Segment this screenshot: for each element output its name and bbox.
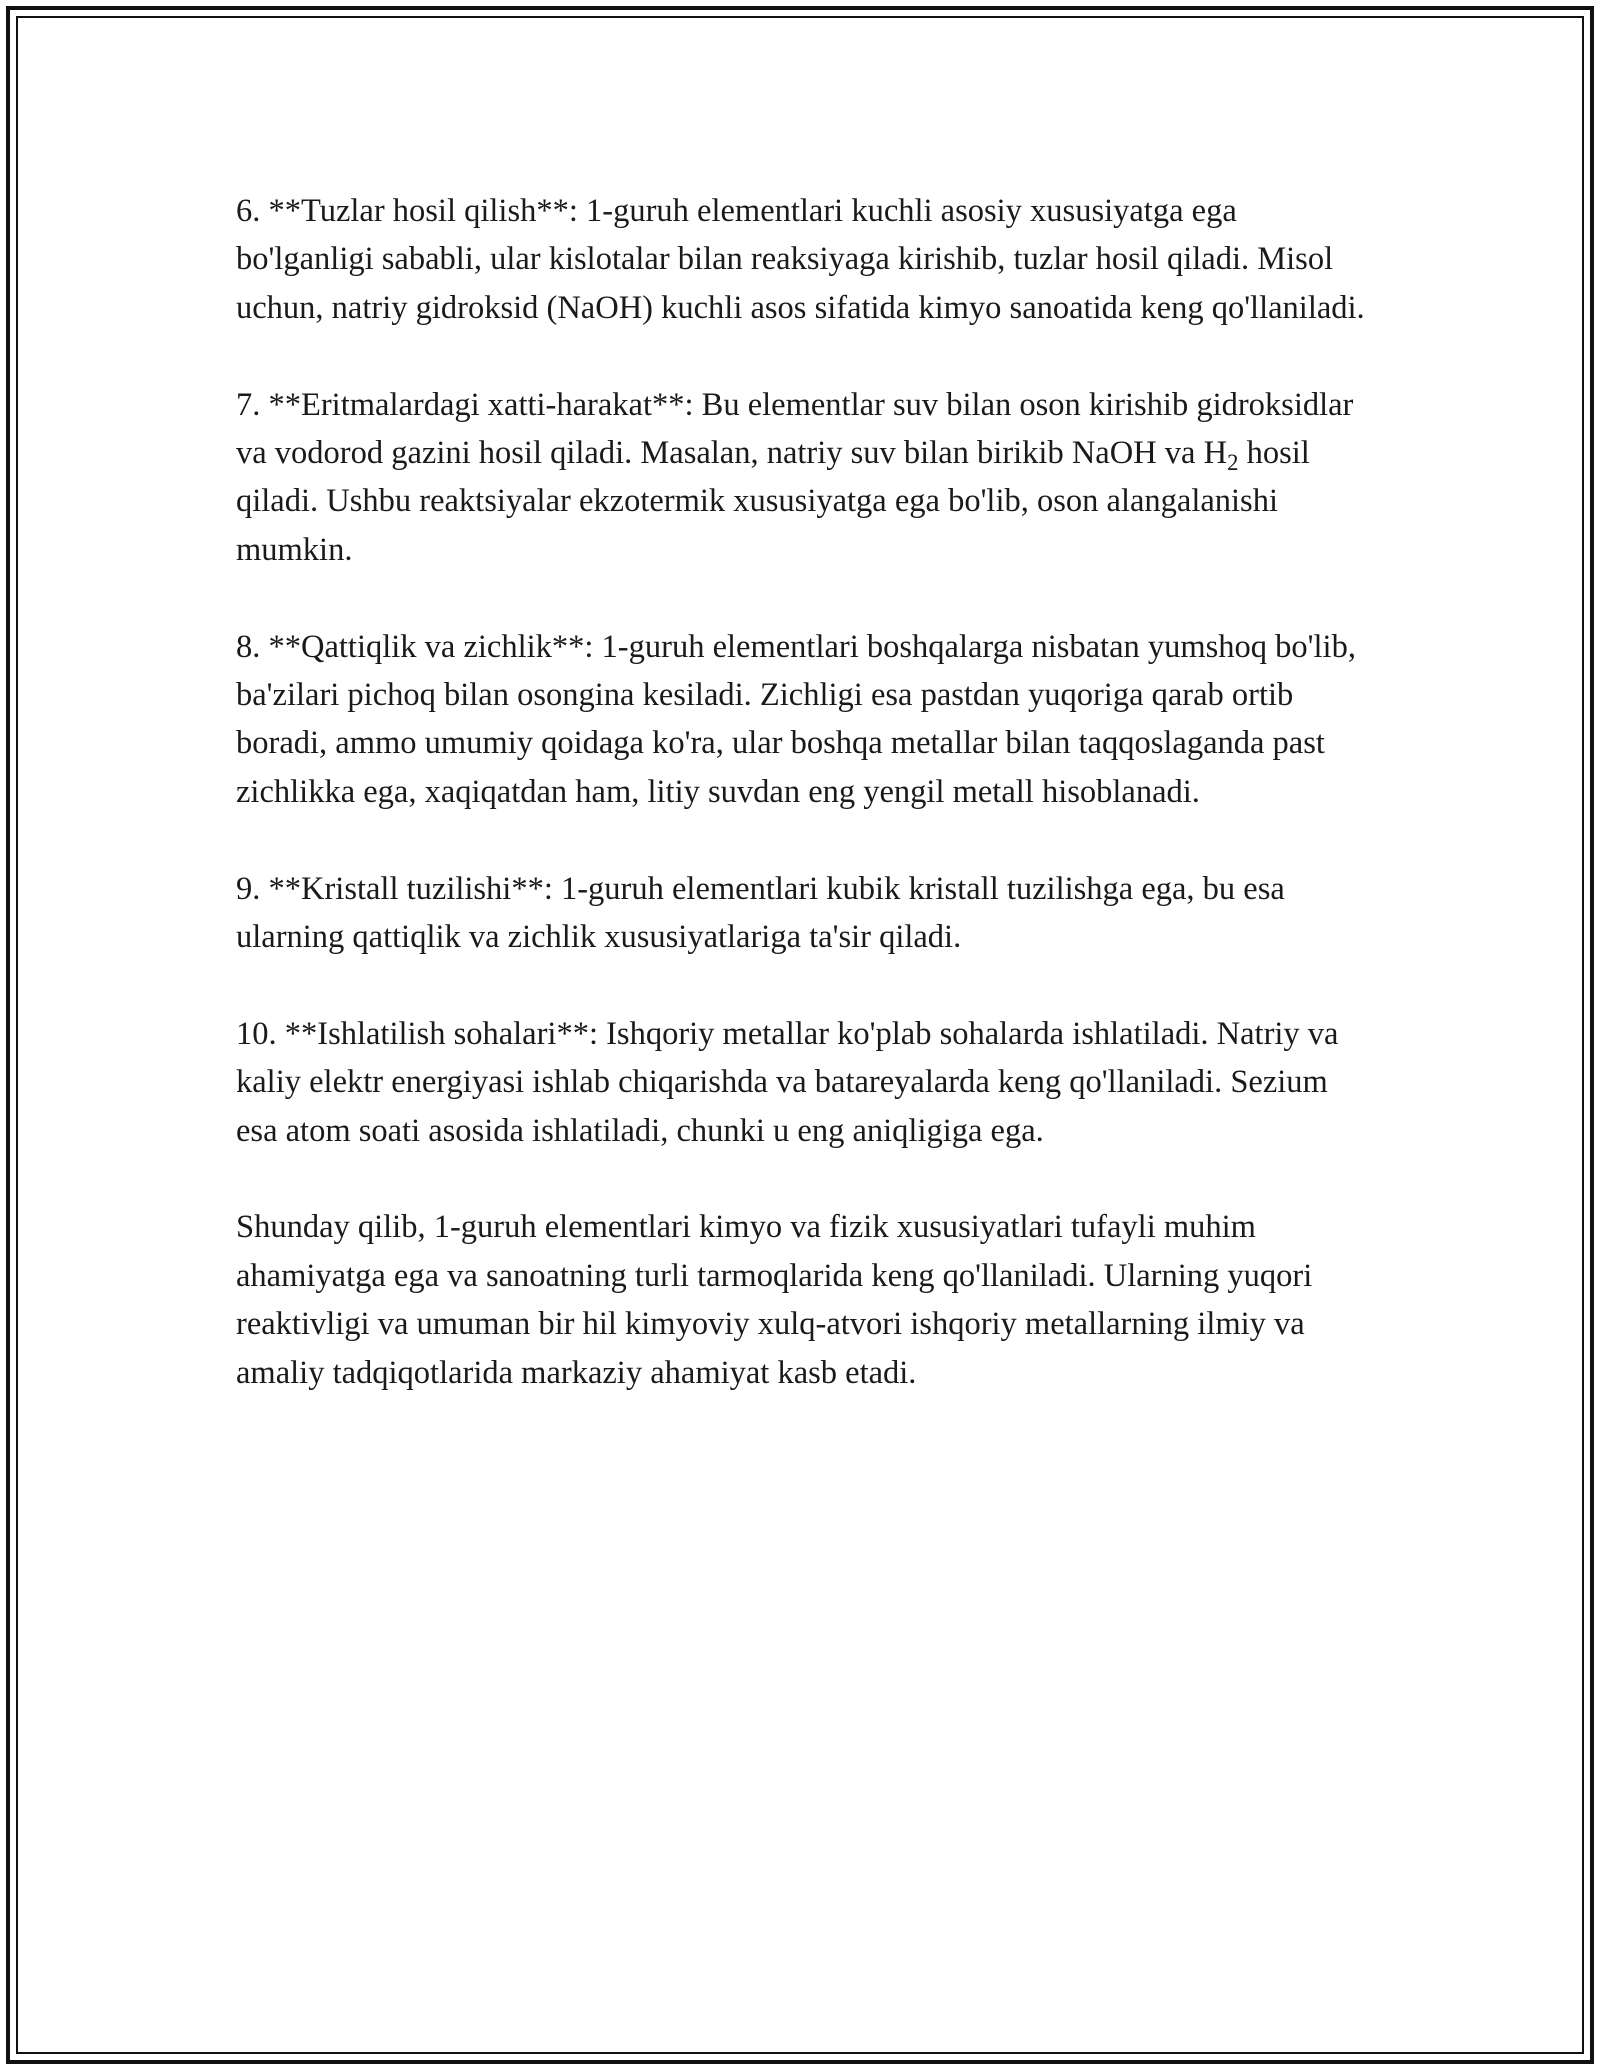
paragraph-item-7 bbox=[236, 381, 1376, 575]
paragraph-item-8: 8. **Qattiqlik va zichlik**: 1-guruh elementlari boshqalarga nisbatan yumshoq bo'lib, ba'zilari pichoq bilan osongina kesiladi. Zichligi esa pastdan yuqoriga qarab ortib boradi, ammo umumiy qoidaga ko'ra, ular boshqa metallar bilan taqqoslaganda past zichlikka ega, xaqiqatdan ham, litiy suvdan eng yengil metall hisoblanadi. bbox=[236, 628, 1356, 810]
hydrogen-subscript: 2 bbox=[1227, 449, 1239, 475]
paragraph-item-10: 10. **Ishlatilish sohalari**: Ishqoriy metallar ko'plab sohalarda ishlatiladi. Natriy va kaliy elektr energiyasi ishlab chiqarishda va batareyalarda keng qo'llaniladi. Sezium esa atom soati asosida ishlatiladi, chunki u eng aniqligiga ega. bbox=[236, 1015, 1339, 1149]
paragraph-item-7-text-after: hosil qiladi. Ushbu reaktsiyalar ekzotermik xususiyatga ega bo'lib, oson alangalanishi mumkin. bbox=[236, 435, 1310, 568]
paragraph-conclusion: Shunday qilib, 1-guruh elementlari kimyo va fizik xususiyatlari tufayli muhim ahamiyatga ega va sanoatning turli tarmoqlarida keng qo'llaniladi. Ularning yuqori reaktivligi va umuman bir hil kimyoviy xulq-atvori ishqoriy metallarning ilmiy va amaliy tadqiqotlarida markaziy ahamiyat kasb etadi. bbox=[236, 1209, 1313, 1391]
paragraph-item-9: 9. **Kristall tuzilishi**: 1-guruh elementlari kubik kristall tuzilishga ega, bu esa ularning qattiqlik va zichlik xususiyatlariga ta'sir qiladi. bbox=[236, 870, 1285, 956]
paragraph-item-6: 6. **Tuzlar hosil qilish**: 1-guruh elementlari kuchli asosiy xususiyatga ega bo'lganligi sababli, ular kislotalar bilan reaksiyaga kirishib, tuzlar hosil qiladi. Misol uchun, natriy gidroksid (NaOH) kuchli asos sifatida kimyo sanoatida keng qo'llaniladi. bbox=[236, 193, 1365, 326]
paragraph-item-7-text-before: 7. **Eritmalardagi xatti-harakat**: Bu elementlar suv bilan oson kirishib gidroksidlar va vodorod gazini hosil qiladi. Masalan, natriy suv bilan birikib NaOH va H bbox=[236, 386, 1354, 472]
document-body bbox=[236, 187, 1376, 1445]
